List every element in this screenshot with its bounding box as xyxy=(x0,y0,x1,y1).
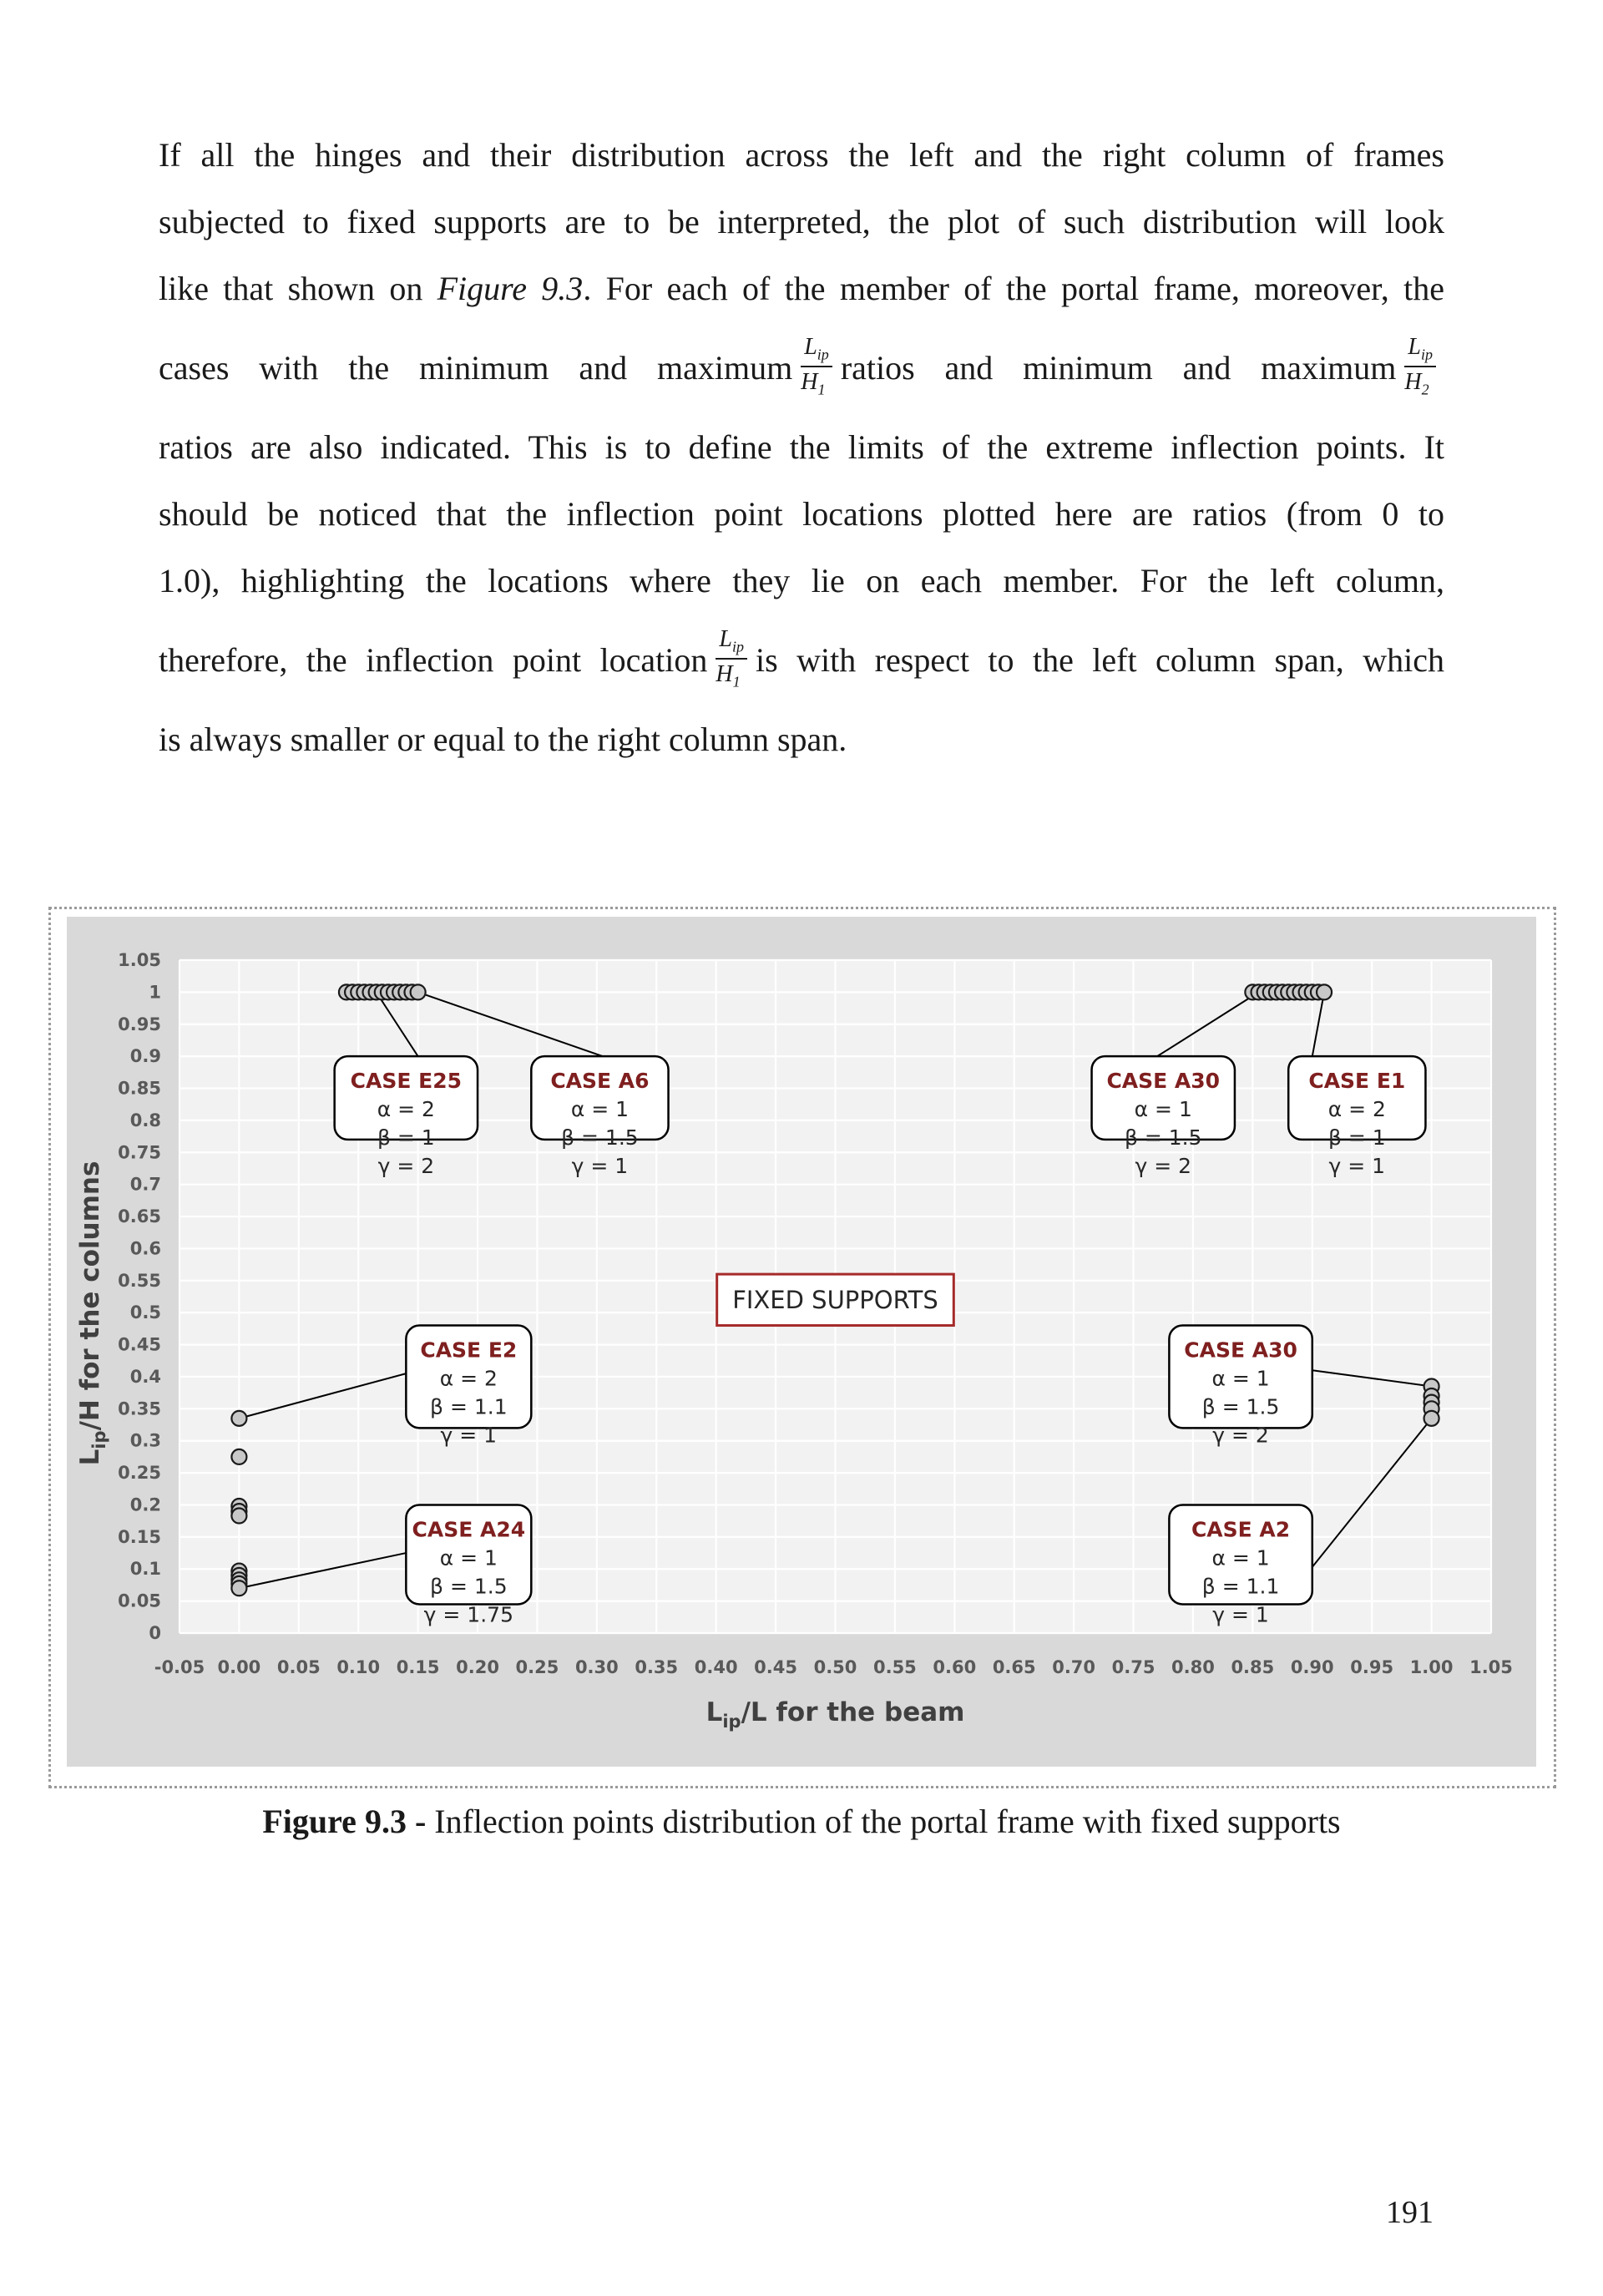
y-tick-label: 0.65 xyxy=(118,1206,161,1227)
x-tick-label: 0.40 xyxy=(694,1657,738,1677)
callout-beta: β = 1.5 xyxy=(561,1125,639,1151)
callout-alpha: α = 1 xyxy=(1211,1545,1270,1570)
y-tick-label: 1 xyxy=(149,982,161,1003)
callout-title: CASE A2 xyxy=(1191,1517,1291,1542)
x-tick-label: 0.55 xyxy=(872,1657,917,1677)
callout-title: CASE E1 xyxy=(1308,1069,1406,1094)
data-point xyxy=(231,1449,246,1464)
data-point xyxy=(1424,1411,1439,1426)
callout-gamma: γ = 1 xyxy=(571,1154,629,1179)
y-tick-label: 0.75 xyxy=(118,1142,161,1163)
body-paragraph xyxy=(159,122,1444,773)
y-tick-label: 0.7 xyxy=(129,1174,161,1195)
x-tick-label: 0.10 xyxy=(336,1657,381,1677)
x-tick-label: 1.00 xyxy=(1409,1657,1454,1677)
callout-alpha: α = 2 xyxy=(377,1097,435,1122)
callout-beta: β = 1.5 xyxy=(430,1574,508,1599)
callout-gamma: γ = 2 xyxy=(377,1154,435,1179)
x-tick-label: 0.50 xyxy=(813,1657,857,1677)
y-tick-label: 0.15 xyxy=(118,1526,161,1547)
y-tick-label: 0.05 xyxy=(118,1591,161,1611)
callout-alpha: α = 1 xyxy=(439,1545,498,1570)
x-tick-label: 0.95 xyxy=(1350,1657,1394,1677)
fixed-supports-label: FIXED SUPPORTS xyxy=(732,1285,938,1314)
data-point xyxy=(231,1411,246,1426)
x-tick-label: 0.45 xyxy=(754,1657,798,1677)
y-tick-label: 0.5 xyxy=(129,1302,161,1323)
fraction-lip-h1: $\frac{L_{ip}}{H_1}$ xyxy=(801,336,832,397)
x-tick-label: 0.65 xyxy=(992,1657,1036,1677)
callout-title: CASE E25 xyxy=(350,1069,463,1094)
callout-gamma: γ = 1 xyxy=(1212,1602,1269,1627)
text-line: cases with the minimum and maximum $\frac{L_{ip}}{H_1}$ ratios and minimum and maximum $\frac{L_{ip}}{H_2}$ xyxy=(159,322,1444,414)
x-tick-label: 0.75 xyxy=(1111,1657,1155,1677)
data-point xyxy=(1317,984,1332,999)
y-axis-label: $L_{ip}/H$ for the columns xyxy=(75,1161,109,1466)
x-tick-label: 0.00 xyxy=(217,1657,261,1677)
x-tick-label: 0.05 xyxy=(276,1657,321,1677)
x-tick-label: 0.25 xyxy=(515,1657,559,1677)
x-tick-label: 0.60 xyxy=(933,1657,977,1677)
x-tick-label: 0.80 xyxy=(1171,1657,1215,1677)
y-tick-label: 0.55 xyxy=(118,1270,161,1291)
text-line: subjected to fixed supports are to be interpreted, the plot of such distribution will look xyxy=(159,203,1444,240)
callout-beta: β = 1.5 xyxy=(1124,1125,1202,1151)
y-tick-label: 0.4 xyxy=(129,1366,161,1387)
text-line: like that shown on Figure 9.3. For each of the member of the portal frame, moreover, the xyxy=(159,270,1444,307)
figure-reference: Figure 9.3 xyxy=(437,270,584,307)
callout-beta: β = 1.1 xyxy=(430,1394,508,1419)
callout-beta: β = 1.5 xyxy=(1201,1394,1280,1419)
callout-alpha: α = 2 xyxy=(1327,1097,1386,1122)
y-tick-label: 0.3 xyxy=(129,1430,161,1451)
y-tick-label: 1.05 xyxy=(118,950,161,970)
callout-gamma: γ = 2 xyxy=(1212,1423,1269,1448)
y-tick-label: 0.8 xyxy=(129,1110,161,1130)
callout-alpha: α = 1 xyxy=(570,1097,630,1122)
text-line: 1.0), highlighting the locations where they lie on each member. For the left column, xyxy=(159,562,1444,599)
y-tick-label: 0.6 xyxy=(129,1238,161,1259)
callout-gamma: γ = 1 xyxy=(440,1423,498,1448)
callout-alpha: α = 2 xyxy=(439,1366,498,1391)
page-number: 191 xyxy=(1386,2195,1434,2230)
x-tick-label: 0.35 xyxy=(635,1657,679,1677)
y-tick-label: 0.1 xyxy=(129,1559,161,1580)
x-tick-label: 0.30 xyxy=(574,1657,619,1677)
text-line: should be noticed that the inflection point locations plotted here are ratios (from 0 to xyxy=(159,495,1444,533)
callout-beta: β = 1 xyxy=(377,1125,435,1151)
text-line: If all the hinges and their distribution across the left and the right column of frames xyxy=(159,136,1444,174)
callout-gamma: γ = 1.75 xyxy=(423,1602,513,1627)
data-point xyxy=(231,1509,246,1524)
x-tick-label: 0.15 xyxy=(396,1657,440,1677)
data-point xyxy=(231,1580,246,1596)
x-tick-label: 0.70 xyxy=(1052,1657,1096,1677)
x-tick-label: 1.05 xyxy=(1469,1657,1513,1677)
text-line: therefore, the inflection point location $\frac{L_{ip}}{H_1}$ is with respect to the left column span, which xyxy=(159,626,1445,690)
callout-title: CASE A24 xyxy=(412,1517,526,1542)
callout-title: CASE E2 xyxy=(420,1338,518,1363)
x-tick-label: 0.90 xyxy=(1290,1657,1334,1677)
callout-gamma: γ = 1 xyxy=(1328,1154,1386,1179)
fraction-lip-h2: $\frac{L_{ip}}{H_2}$ xyxy=(1404,336,1436,397)
data-point xyxy=(411,984,426,999)
x-tick-label: 0.20 xyxy=(456,1657,499,1677)
text-line: is always smaller or equal to the right column span. xyxy=(159,721,847,758)
x-axis-label: $L_{ip}/L$ for the beam xyxy=(705,1697,965,1732)
callout-beta: β = 1 xyxy=(1327,1125,1386,1151)
callout-alpha: α = 1 xyxy=(1134,1097,1192,1122)
callout-title: CASE A30 xyxy=(1184,1338,1297,1363)
x-tick-label: 0.85 xyxy=(1231,1657,1275,1677)
x-tick-label: -0.05 xyxy=(154,1657,205,1677)
callout-alpha: α = 1 xyxy=(1211,1366,1270,1391)
y-tick-label: 0.95 xyxy=(118,1014,161,1034)
y-tick-label: 0.25 xyxy=(118,1463,161,1484)
y-tick-label: 0.9 xyxy=(129,1046,161,1067)
callout-title: CASE A30 xyxy=(1106,1069,1221,1094)
callout-title: CASE A6 xyxy=(550,1069,650,1094)
text-line: ratios are also indicated. This is to define the limits of the extreme inflection points. It xyxy=(159,428,1444,466)
inflection-points-chart xyxy=(67,917,1536,1767)
y-tick-label: 0.35 xyxy=(118,1398,161,1419)
y-tick-label: 0.2 xyxy=(129,1494,161,1515)
y-tick-label: 0.85 xyxy=(118,1078,161,1099)
y-tick-label: 0.45 xyxy=(118,1334,161,1355)
fraction-lip-h1: $\frac{L_{ip}}{H_1}$ xyxy=(716,628,747,689)
callout-beta: β = 1.1 xyxy=(1201,1574,1280,1599)
figure-caption: Figure 9.3 - Inflection points distribution of the portal frame with fixed supports xyxy=(262,1803,1341,1840)
callout-gamma: γ = 2 xyxy=(1135,1154,1192,1179)
y-tick-label: 0 xyxy=(149,1623,161,1643)
